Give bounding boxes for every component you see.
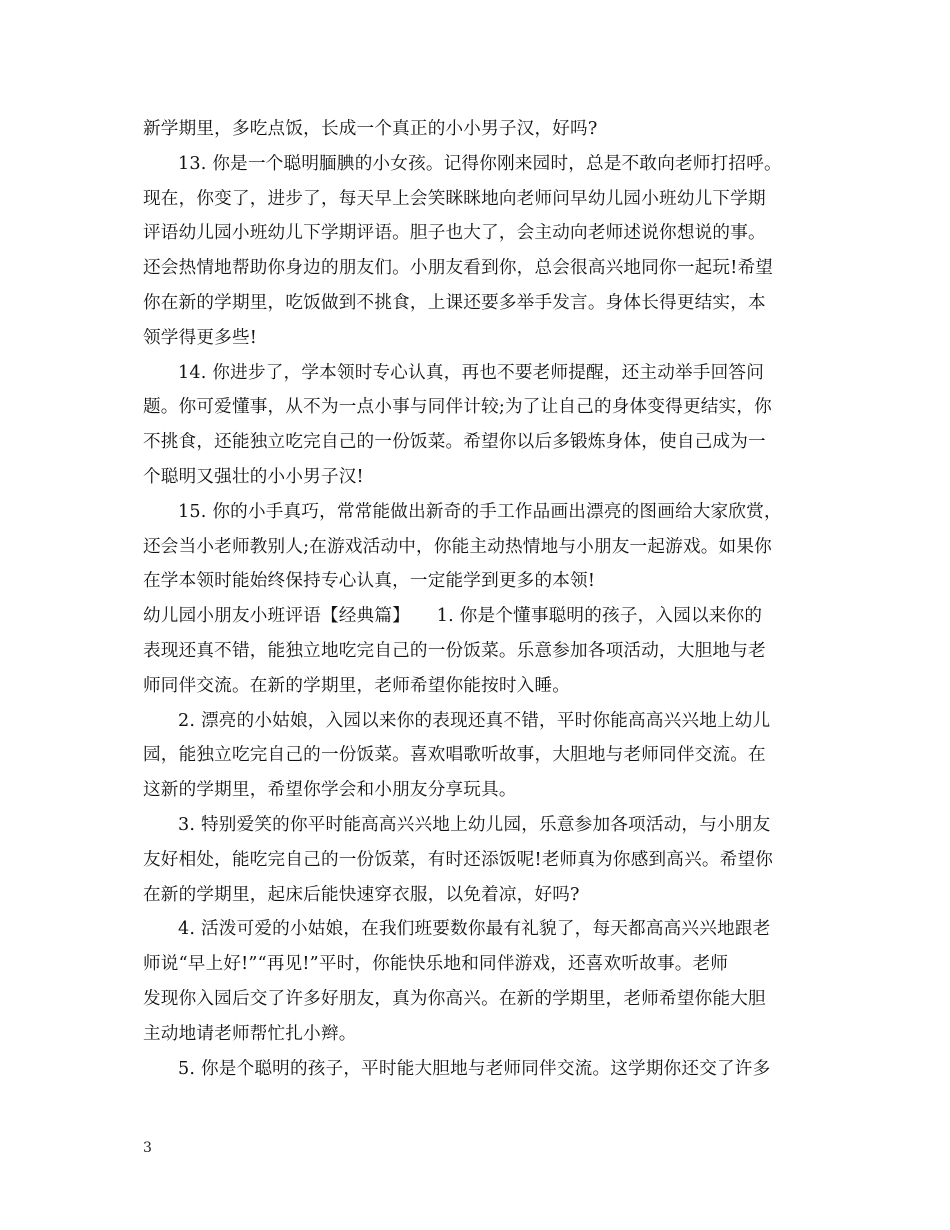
text-line: 15. 你的小手真巧，常常能做出新奇的手工作品画出漂亮的图画给大家欣赏， [178,501,782,522]
text-line: 题。你可爱懂事，从不为一点小事与同伴计较;为了让自己的身体变得更结实，你 [143,397,772,418]
text-line: 发现你入园后交了许多好朋友，真为你高兴。在新的学期里，老师希望你能大胆 [143,988,766,1009]
text-line: 主动地请老师帮忙扎小辫。 [143,1023,357,1044]
text-line: 4. 活泼可爱的小姑娘，在我们班要数你最有礼貌了，每天都高高兴兴地跟老 [178,919,771,940]
text-line: 13. 你是一个聪明腼腆的小女孩。记得你刚来园时，总是不敢向老师打招呼。 [178,153,782,174]
document-body [143,112,815,1086]
text-line: 园，能独立吃完自己的一份饭菜。喜欢唱歌听故事，大胆地与老师同伴交流。在 [143,745,766,766]
text-line: 在学本领时能始终保持专心认真，一定能学到更多的本领! [143,571,596,592]
text-line: 个聪明又强壮的小小男子汉! [143,466,364,487]
text-line: 评语幼儿园小班幼儿下学期评语。胆子也大了，会主动向老师述说你想说的事。 [143,223,766,244]
text-line: 幼儿园小朋友小班评语【经典篇】 1. 你是个懂事聪明的孩子，入园以来你的 [143,606,763,627]
text-line: 这新的学期里，希望你学会和小朋友分享玩具。 [143,780,517,801]
text-line: 不挑食，还能独立吃完自己的一份饭菜。希望你以后多锻炼身体，使自己成为一 [143,432,766,453]
text-line: 你在新的学期里，吃饭做到不挑食，上课还要多举手发言。身体长得更结实，本 [143,292,766,313]
text-line: 还会热情地帮助你身边的朋友们。小朋友看到你，总会很高兴地同你一起玩!希望 [143,258,774,279]
text-line: 2. 漂亮的小姑娘，入园以来你的表现还真不错，平时你能高高兴兴地上幼儿 [178,710,771,731]
page-number: 3 [143,1140,152,1156]
text-line: 在新的学期里，起床后能快速穿衣服，以免着凉，好吗? [143,884,580,905]
text-line: 友好相处，能吃完自己的一份饭菜，有时还添饭呢!老师真为你感到高兴。希望你 [143,849,774,870]
text-line: 领学得更多些! [143,327,258,348]
text-line: 新学期里，多吃点饭，长成一个真正的小小男子汉，好吗? [143,119,598,139]
text-line: 表现还真不错，能独立地吃完自己的一份饭菜。乐意参加各项活动，大胆地与老 [143,640,766,661]
text-line: 师说“早上好!”“再见!”平时，你能快乐地和同伴游戏，还喜欢听故事。老师 [143,954,729,975]
text-line: 现在，你变了，进步了，每天早上会笑眯眯地向老师问早幼儿园小班幼儿下学期 [143,188,766,209]
text-line: 师同伴交流。在新的学期里，老师希望你能按时入睡。 [143,675,571,696]
text-line: 3. 特别爱笑的你平时能高高兴兴地上幼儿园，乐意参加各项活动，与小朋友 [178,814,771,835]
text-line: 5. 你是个聪明的孩子，平时能大胆地与老师同伴交流。这学期你还交了许多 [178,1058,771,1079]
text-line: 还会当小老师教别人;在游戏活动中，你能主动热情地与小朋友一起游戏。如果你 [143,536,772,557]
text-line: 14. 你进步了，学本领时专心认真，再也不要老师提醒，还主动举手回答问 [178,362,764,383]
